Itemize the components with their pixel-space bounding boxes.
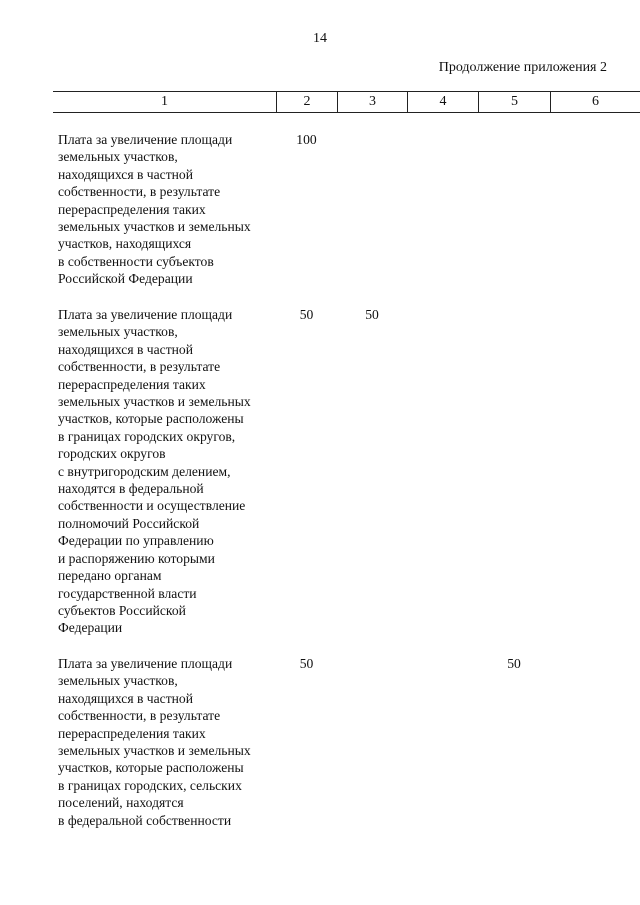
continuation-caption: Продолжение приложения 2 [438,60,607,75]
page-number: 14 [313,31,327,46]
row-value-col2: 100 [296,132,317,147]
column-header-2: 2 [276,92,337,112]
column-header-5: 5 [478,92,550,112]
column-header-1: 1 [161,94,168,109]
row-description: Плата за увеличение площади земельных участков, находящихся в частной собственности, в результате перераспределения таких земельных участков и земельных участков, находящихся в собственности субъектов Российской Федерации [58,132,251,287]
row-value-col2: 50 [299,656,314,671]
column-header-4: 4 [407,92,478,112]
row-value-col2: 50 [299,307,314,322]
column-header-3: 3 [337,92,407,112]
row-description: Плата за увеличение площади земельных участков, находящихся в частной собственности, в результате перераспределения таких земельных участков и земельных участков, которые расположены в границах городских округов, городских округов с внутригородским делением, находятся в федеральной собственности и осуществление полномочий Российской Федерации по управлению и распоряжению которыми передано органам государственной власти субъектов Российской Федерации [58,307,251,636]
column-header-6: 6 [550,92,640,112]
row-value-col3: 50 [365,307,379,322]
table-header [53,91,640,113]
row-value-col5: 50 [507,656,521,671]
row-description: Плата за увеличение площади земельных участков, находящихся в частной собственности, в результате перераспределения таких земельных участков и земельных участков, которые расположены в границах городских, сельских поселений, находятся в федеральной собственности [58,656,251,828]
